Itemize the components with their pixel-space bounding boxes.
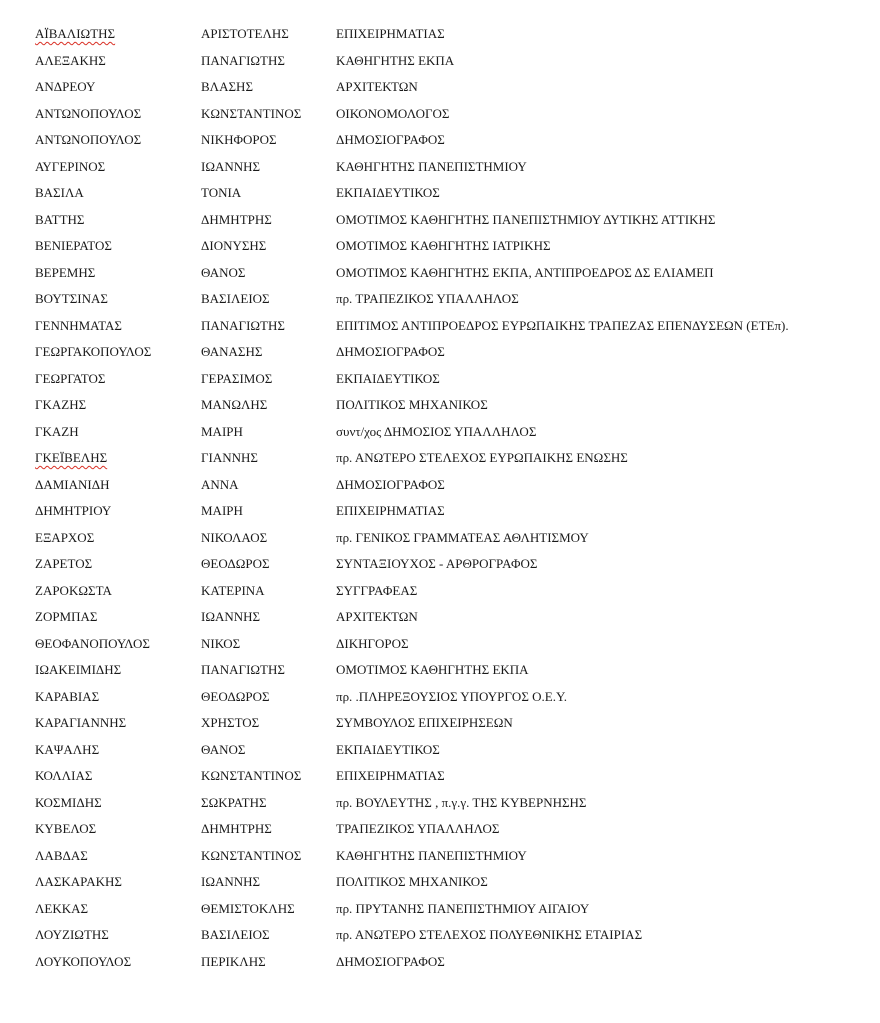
surname-cell: ΑΪΒΑΛΙΩΤΗΣ [35, 26, 116, 41]
occupation-cell: ΔΙΚΗΓΟΡΟΣ [336, 635, 409, 651]
occupation-cell: πρ. ΠΡΥΤΑΝΗΣ ΠΑΝΕΠΙΣΤΗΜΙΟΥ ΑΙΓΑΙΟΥ [336, 900, 590, 916]
surname-cell: ΔΗΜΗΤΡΙΟΥ [35, 503, 112, 518]
occupation-cell: ΚΑΘΗΓΗΤΗΣ ΕΚΠΑ [336, 52, 455, 68]
firstname-cell: ΒΛΑΣΗΣ [201, 79, 254, 94]
surname-cell: ΖΑΡΕΤΟΣ [35, 556, 93, 571]
surname-cell: ΒΑΣΙΛΑ [35, 185, 84, 200]
occupation-cell: ΕΚΠΑΙΔΕΥΤΙΚΟΣ [336, 741, 440, 757]
occupation-cell: ΕΠΙΧΕΙΡΗΜΑΤΙΑΣ [336, 768, 445, 783]
firstname-cell: ΒΑΣΙΛΕΙΟΣ [201, 927, 270, 942]
firstname-cell: ΘΑΝΟΣ [201, 741, 246, 757]
surname-cell: ΒΑΤΤΗΣ [35, 211, 85, 227]
surname-cell: ΑΝΤΩΝΟΠΟΥΛΟΣ [35, 105, 142, 121]
surname-cell: ΛΕΚΚΑΣ [35, 900, 89, 916]
occupation-cell: ΟΜΟΤΙΜΟΣ ΚΑΘΗΓΗΤΗΣ ΙΑΤΡΙΚΗΣ [336, 238, 551, 253]
occupation-cell: πρ. ΓΕΝΙΚΟΣ ΓΡΑΜΜΑΤΕΑΣ ΑΘΛΗΤΙΣΜΟΥ [336, 529, 589, 545]
firstname-cell: ΓΙΑΝΝΗΣ [201, 450, 258, 465]
firstname-cell: ΘΕΟΔΩΡΟΣ [201, 688, 270, 704]
firstname-cell: ΠΑΝΑΓΙΩΤΗΣ [201, 662, 285, 677]
firstname-cell: ΜΑΙΡΗ [201, 423, 243, 439]
firstname-cell: ΔΗΜΗΤΡΗΣ [201, 211, 272, 227]
occupation-cell: ΕΚΠΑΙΔΕΥΤΙΚΟΣ [336, 185, 440, 200]
surname-cell: ΚΑΡΑΓΙΑΝΝΗΣ [35, 715, 127, 730]
surname-cell: ΛΟΥΖΙΩΤΗΣ [35, 927, 109, 942]
surname-cell: ΑΛΕΞΑΚΗΣ [35, 52, 106, 68]
occupation-cell: ΤΡΑΠΕΖΙΚΟΣ ΥΠΑΛΛΗΛΟΣ [336, 821, 500, 836]
surname-cell: ΛΟΥΚΟΠΟΥΛΟΣ [35, 953, 132, 969]
firstname-cell: ΠΕΡΙΚΛΗΣ [201, 953, 266, 969]
surname-cell: ΑΝΤΩΝΟΠΟΥΛΟΣ [35, 132, 142, 147]
occupation-cell: ΣΥΝΤΑΞΙΟΥΧΟΣ - ΑΡΘΡΟΓΡΑΦΟΣ [336, 556, 538, 571]
firstname-cell: ΚΩΝΣΤΑΝΤΙΝΟΣ [201, 105, 302, 121]
surname-cell: ΕΞΑΡΧΟΣ [35, 529, 95, 545]
firstname-cell: ΚΑΤΕΡΙΝΑ [201, 582, 265, 598]
firstname-cell: ΝΙΚΟΛΑΟΣ [201, 529, 268, 545]
firstname-cell: ΝΙΚΗΦΟΡΟΣ [201, 132, 277, 147]
firstname-cell: ΠΑΝΑΓΙΩΤΗΣ [201, 52, 285, 68]
surname-cell: ΒΟΥΤΣΙΝΑΣ [35, 291, 108, 306]
surname-cell: ΓΚΑΖΗ [35, 423, 79, 439]
occupation-cell: ΟΜΟΤΙΜΟΣ ΚΑΘΗΓΗΤΗΣ ΕΚΠΑ, ΑΝΤΙΠΡΟΕΔΡΟΣ ΔΣ ΕΛΙΑΜΕΠ [336, 264, 714, 280]
firstname-cell: ΒΑΣΙΛΕΙΟΣ [201, 291, 270, 306]
surname-cell: ΓΕΩΡΓΑΤΟΣ [35, 370, 106, 386]
firstname-cell: ΘΑΝΑΣΗΣ [201, 344, 263, 359]
surname-cell: ΒΕΡΕΜΗΣ [35, 264, 96, 280]
occupation-cell: ΕΠΙΧΕΙΡΗΜΑΤΙΑΣ [336, 26, 445, 41]
occupation-cell: συντ/χος ΔΗΜΟΣΙΟΣ ΥΠΑΛΛΗΛΟΣ [336, 423, 537, 439]
firstname-cell: ΝΙΚΟΣ [201, 635, 241, 651]
occupation-cell: ΠΟΛΙΤΙΚΟΣ ΜΗΧΑΝΙΚΟΣ [336, 874, 488, 889]
firstname-cell: ΘΕΜΙΣΤΟΚΛΗΣ [201, 900, 295, 916]
surname-cell: ΘΕΟΦΑΝΟΠΟΥΛΟΣ [35, 635, 150, 651]
surname-cell: ΓΕΝΝΗΜΑΤΑΣ [35, 317, 122, 333]
occupation-cell: ΔΗΜΟΣΙΟΓΡΑΦΟΣ [336, 132, 445, 147]
surname-cell: ΖΑΡΟΚΩΣΤΑ [35, 582, 112, 598]
firstname-cell: ΚΩΝΣΤΑΝΤΙΝΟΣ [201, 847, 302, 863]
surname-cell: ΙΩΑΚΕΙΜΙΔΗΣ [35, 662, 122, 677]
surname-cell: ΚΑΡΑΒΙΑΣ [35, 688, 100, 704]
surname-cell: ΛΑΣΚΑΡΑΚΗΣ [35, 874, 122, 889]
firstname-cell: ΜΑΝΩΛΗΣ [201, 397, 268, 412]
firstname-cell: ΤΟΝΙΑ [201, 185, 242, 200]
occupation-cell: ΠΟΛΙΤΙΚΟΣ ΜΗΧΑΝΙΚΟΣ [336, 397, 488, 412]
occupation-cell: ΔΗΜΟΣΙΟΓΡΑΦΟΣ [336, 476, 445, 492]
surname-cell: ΖΟΡΜΠΑΣ [35, 609, 98, 624]
occupation-cell: ΔΗΜΟΣΙΟΓΡΑΦΟΣ [336, 344, 445, 359]
occupation-cell: ΚΑΘΗΓΗΤΗΣ ΠΑΝΕΠΙΣΤΗΜΙΟΥ [336, 847, 527, 863]
occupation-cell: ΣΥΓΓΡΑΦΕΑΣ [336, 582, 418, 598]
firstname-cell: ΚΩΝΣΤΑΝΤΙΝΟΣ [201, 768, 302, 783]
firstname-cell: ΘΕΟΔΩΡΟΣ [201, 556, 270, 571]
surname-cell: ΑΥΓΕΡΙΝΟΣ [35, 158, 106, 174]
surname-cell: ΓΕΩΡΓΑΚΟΠΟΥΛΟΣ [35, 344, 152, 359]
surname-cell: ΓΚΑΖΗΣ [35, 397, 87, 412]
firstname-cell: ΜΑΙΡΗ [201, 503, 243, 518]
surname-cell: ΑΝΔΡΕΟΥ [35, 79, 96, 94]
firstname-cell: ΧΡΗΣΤΟΣ [201, 715, 260, 730]
surname-cell: ΚΟΣΜΙΔΗΣ [35, 794, 102, 810]
occupation-cell: πρ. ΤΡΑΠΕΖΙΚΟΣ ΥΠΑΛΛΗΛΟΣ [336, 291, 519, 306]
occupation-cell: πρ. ΑΝΩΤΕΡΟ ΣΤΕΛΕΧΟΣ ΠΟΛΥΕΘΝΙΚΗΣ ΕΤΑΙΡΙΑΣ [336, 927, 643, 942]
surname-cell: ΓΚΕΪΒΕΛΗΣ [35, 450, 108, 465]
occupation-cell: ΕΠΙΧΕΙΡΗΜΑΤΙΑΣ [336, 503, 445, 518]
firstname-cell: ΠΑΝΑΓΙΩΤΗΣ [201, 317, 285, 333]
surname-cell: ΔΑΜΙΑΝΙΔΗ [35, 476, 110, 492]
firstname-cell: ΑΡΙΣΤΟΤΕΛΗΣ [201, 26, 289, 41]
firstname-cell: ΘΑΝΟΣ [201, 264, 246, 280]
occupation-cell: πρ. ΑΝΩΤΕΡΟ ΣΤΕΛΕΧΟΣ ΕΥΡΩΠΑΙΚΗΣ ΕΝΩΣΗΣ [336, 450, 628, 465]
occupation-cell: ΟΜΟΤΙΜΟΣ ΚΑΘΗΓΗΤΗΣ ΕΚΠΑ [336, 662, 529, 677]
occupation-cell: ΚΑΘΗΓΗΤΗΣ ΠΑΝΕΠΙΣΤΗΜΙΟΥ [336, 158, 527, 174]
occupation-cell: ΟΙΚΟΝΟΜΟΛΟΓΟΣ [336, 105, 450, 121]
occupation-cell: ΔΗΜΟΣΙΟΓΡΑΦΟΣ [336, 953, 445, 969]
surname-cell: ΒΕΝΙΕΡΑΤΟΣ [35, 238, 112, 253]
firstname-cell: ΔΗΜΗΤΡΗΣ [201, 821, 272, 836]
firstname-cell: ΙΩΑΝΝΗΣ [201, 609, 261, 624]
occupation-cell: πρ. .ΠΛΗΡΕΞΟΥΣΙΟΣ ΥΠΟΥΡΓΟΣ Ο.Ε.Υ. [336, 688, 567, 704]
occupation-cell: ΣΥΜΒΟΥΛΟΣ ΕΠΙΧΕΙΡΗΣΕΩΝ [336, 715, 513, 730]
surname-cell: ΚΟΛΛΙΑΣ [35, 768, 93, 783]
occupation-cell: πρ. ΒΟΥΛΕΥΤΗΣ , π.γ.γ. ΤΗΣ ΚΥΒΕΡΝΗΣΗΣ [336, 794, 587, 810]
firstname-cell: ΓΕΡΑΣΙΜΟΣ [201, 370, 273, 386]
firstname-cell: ΣΩΚΡΑΤΗΣ [201, 794, 267, 810]
firstname-cell: ΙΩΑΝΝΗΣ [201, 874, 261, 889]
surname-cell: ΛΑΒΔΑΣ [35, 847, 88, 863]
firstname-cell: ΑΝΝΑ [201, 476, 239, 492]
occupation-cell: ΕΠΙΤΙΜΟΣ ΑΝΤΙΠΡΟΕΔΡΟΣ ΕΥΡΩΠΑΙΚΗΣ ΤΡΑΠΕΖΑΣ ΕΠΕΝΔΥΣΕΩΝ (ΕΤΕπ). [336, 317, 789, 333]
firstname-cell: ΔΙΟΝΥΣΗΣ [201, 238, 267, 253]
occupation-cell: ΑΡΧΙΤΕΚΤΩΝ [336, 609, 418, 624]
firstname-cell: ΙΩΑΝΝΗΣ [201, 158, 261, 174]
surname-cell: ΚΥΒΕΛΟΣ [35, 821, 97, 836]
occupation-cell: ΑΡΧΙΤΕΚΤΩΝ [336, 79, 418, 94]
occupation-cell: ΕΚΠΑΙΔΕΥΤΙΚΟΣ [336, 370, 440, 386]
occupation-cell: ΟΜΟΤΙΜΟΣ ΚΑΘΗΓΗΤΗΣ ΠΑΝΕΠΙΣΤΗΜΙΟΥ ΔΥΤΙΚΗΣ ΑΤΤΙΚΗΣ [336, 211, 716, 227]
surname-cell: ΚΑΨΑΛΗΣ [35, 741, 100, 757]
